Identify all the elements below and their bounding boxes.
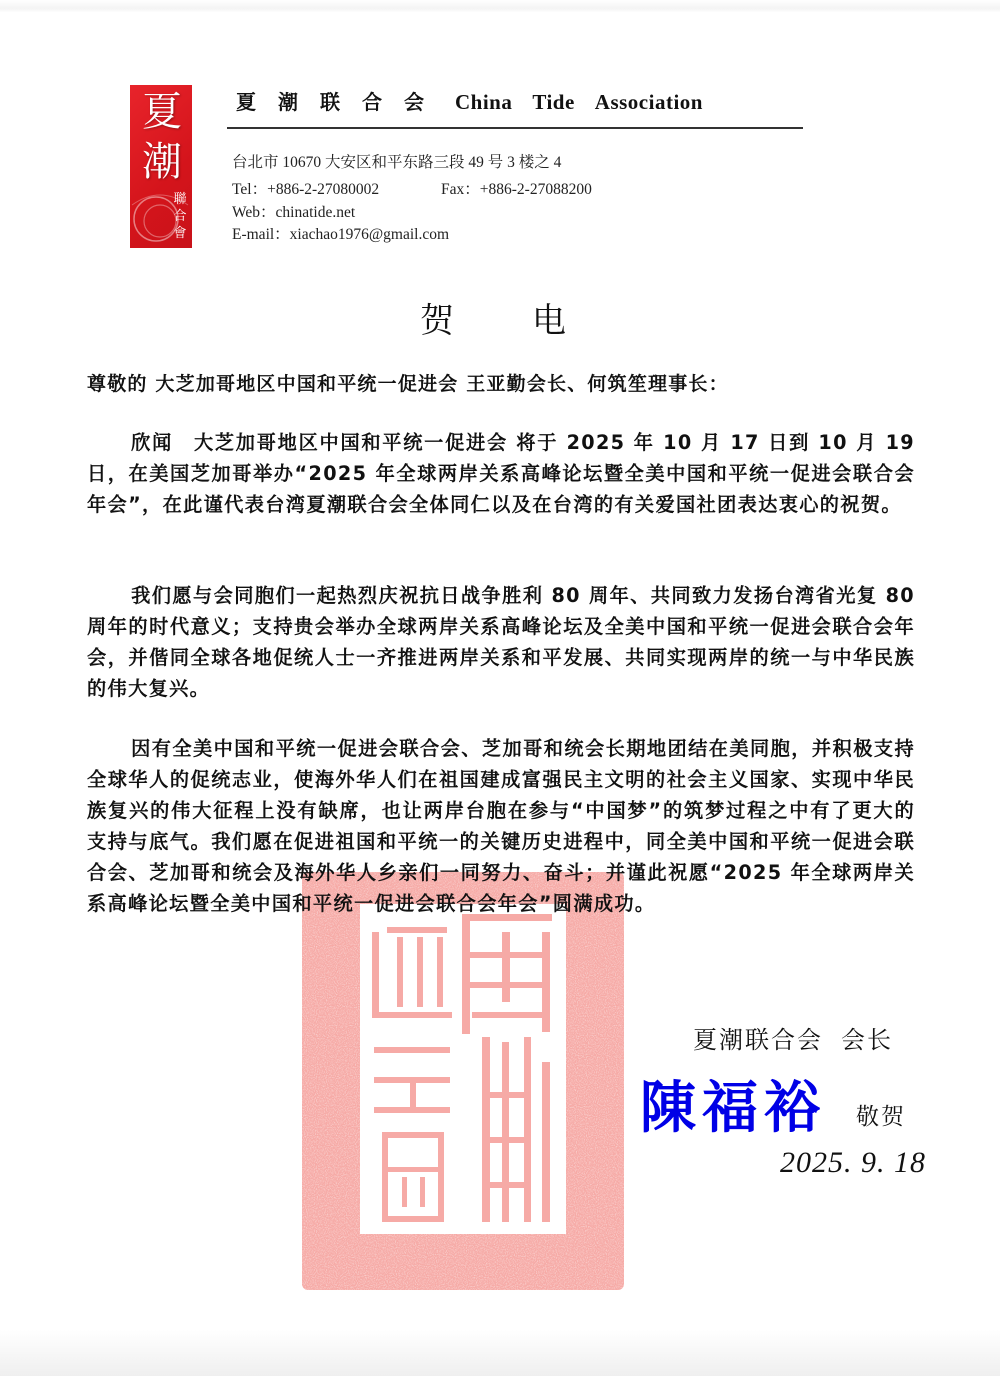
org-name-char: 会 — [404, 90, 426, 114]
logo-sub-char: 聯 — [173, 192, 187, 207]
org-name-cn — [236, 90, 455, 114]
org-name-char: 潮 — [278, 90, 300, 114]
logo-char: 潮 — [142, 139, 182, 185]
letter-date: 2025. 9. 18 — [780, 1146, 926, 1179]
org-name-word: China — [454, 90, 513, 114]
phone-fax-line — [232, 177, 592, 199]
paragraph: 因有全美中国和平统一促进会联合会、芝加哥和统会长期地团结在美同胞，并积极支持全球华人的促统志业，使海外华人们在祖国建成富强民主文明的社会主义国家、实现中华民族复兴的伟大征程上没有缺席，也让两岸台胞在参与“中国梦”的筑梦过程之中有了更大的支持与底气。我们愿在促进祖国和平统一的关键历史进程中，同全美中国和平统一促进会联合会、芝加哥和统会及海外华人乡亲们一同努力、奋斗；并谨此祝愿“2025 年全球两岸关系高峰论坛暨全美中国和平统一促进会联合会年会”圆满成功。 — [87, 737, 915, 915]
window-bottom-edge — [0, 1330, 1000, 1376]
document-title-char: 贺 — [420, 301, 454, 341]
website: Web：chinatide.net — [232, 204, 356, 221]
org-name-word: Tide — [532, 90, 575, 114]
seal-stamp — [302, 872, 624, 1290]
logo-subtitle — [172, 191, 188, 242]
paragraph: 我们愿与会同胞们一起热烈庆祝抗日战争胜利 80 周年、共同致力发扬台湾省光复 80 周年的时代意义；支持贵会举办全球两岸关系高峰论坛及全美中国和平统一促进会联合会年会，并偕同全球各地促统人士一齐推进两岸关系和平发展、共同实现两岸的统一与中华民族的伟大复兴。 — [87, 584, 915, 700]
fax: Fax：+886-2-27088200 — [441, 181, 592, 198]
org-name-en — [455, 90, 723, 114]
document-title — [420, 293, 566, 342]
signatory-role: 会长 — [841, 1026, 893, 1054]
telephone: Tel：+886-2-27080002 — [232, 181, 380, 198]
org-logo — [130, 85, 192, 248]
logo-sub-char: 會 — [173, 226, 187, 241]
signatory-title — [693, 1020, 893, 1055]
org-name-word: Association — [594, 90, 703, 114]
closing-phrase: 敬贺 — [856, 1104, 906, 1130]
org-name-char: 夏 — [236, 90, 258, 114]
header-divider — [227, 127, 803, 129]
window-top-edge — [0, 0, 1000, 12]
signatory-name: 陳福裕 — [640, 1076, 826, 1141]
signatory-org: 夏潮联合会 — [693, 1026, 823, 1054]
org-name-char: 合 — [362, 90, 384, 114]
paragraph: 欣闻 大芝加哥地区中国和平统一促进会 将于 2025 年 10 月 17 日到 10 月 19 日，在美国芝加哥举办“2025 年全球两岸关系高峰论坛暨全美中国和平统一促进会联合会年会”，在此谨代表台湾夏潮联合会全体同仁以及在台湾的有关爱国社团表达衷心的祝贺。 — [87, 431, 915, 516]
salutation: 尊敬的 大芝加哥地区中国和平统一促进会 王亚勤会长、何筑笙理事长： — [87, 373, 729, 395]
document-title-char: 电 — [532, 301, 566, 341]
logo-char: 夏 — [142, 89, 182, 135]
address: 台北市 10670 大安区和平东路三段 49 号 3 楼之 4 — [232, 154, 562, 171]
org-name-char: 联 — [320, 90, 342, 114]
email: E-mail：xiachao1976@gmail.com — [232, 226, 450, 243]
logo-sub-char: 合 — [173, 209, 187, 224]
org-name — [236, 86, 723, 115]
